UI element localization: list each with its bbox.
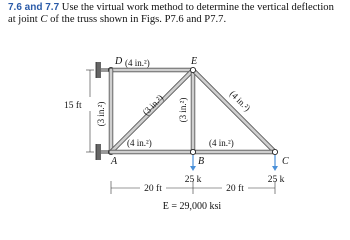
- joint-label-A: A: [111, 156, 118, 167]
- load-label-C: 25 k: [267, 175, 285, 185]
- height-label: 15 ft: [64, 101, 82, 111]
- member-label-AB: (4 in.²): [127, 138, 152, 148]
- load-arrow-C: [272, 155, 278, 171]
- joint-label-B: B: [198, 156, 205, 167]
- member-EC: [193, 70, 275, 152]
- span-label-1: 20 ft: [144, 184, 162, 194]
- problem-text-before: Use the virtual work method to determine the vertical deflection at joint: [8, 2, 334, 26]
- joint-E-pin: [190, 67, 195, 72]
- member-label-AD: (3 in.²): [96, 101, 106, 127]
- load-label-B: 25 k: [184, 175, 202, 185]
- problem-joint: C: [40, 14, 48, 26]
- member-label-EB: (3 in.²): [178, 97, 188, 123]
- joint-label-C: C: [282, 156, 289, 167]
- member-label-BC: (4 in.²): [209, 138, 234, 148]
- member-label-EC: (4 in.²): [227, 88, 253, 114]
- height-dimension: [86, 70, 94, 152]
- span-label-2: 20 ft: [226, 184, 244, 194]
- joint-label-D: D: [115, 56, 123, 67]
- joint-B-pin: [190, 149, 195, 154]
- material-modulus: E = 29,000 ksi: [162, 201, 222, 212]
- span-dimension: [111, 181, 275, 194]
- joint-C-pin: [272, 149, 277, 154]
- problem-text-after: of the truss shown in Figs. P7.6 and P7.7.: [47, 14, 227, 26]
- joint-label-E: E: [191, 56, 198, 67]
- load-arrow-B: [190, 155, 196, 171]
- member-label-DE: (4 in.²): [125, 58, 150, 68]
- problem-number: 7.6 and 7.7: [8, 2, 60, 13]
- member-label-AE: (3 in.²): [140, 92, 166, 118]
